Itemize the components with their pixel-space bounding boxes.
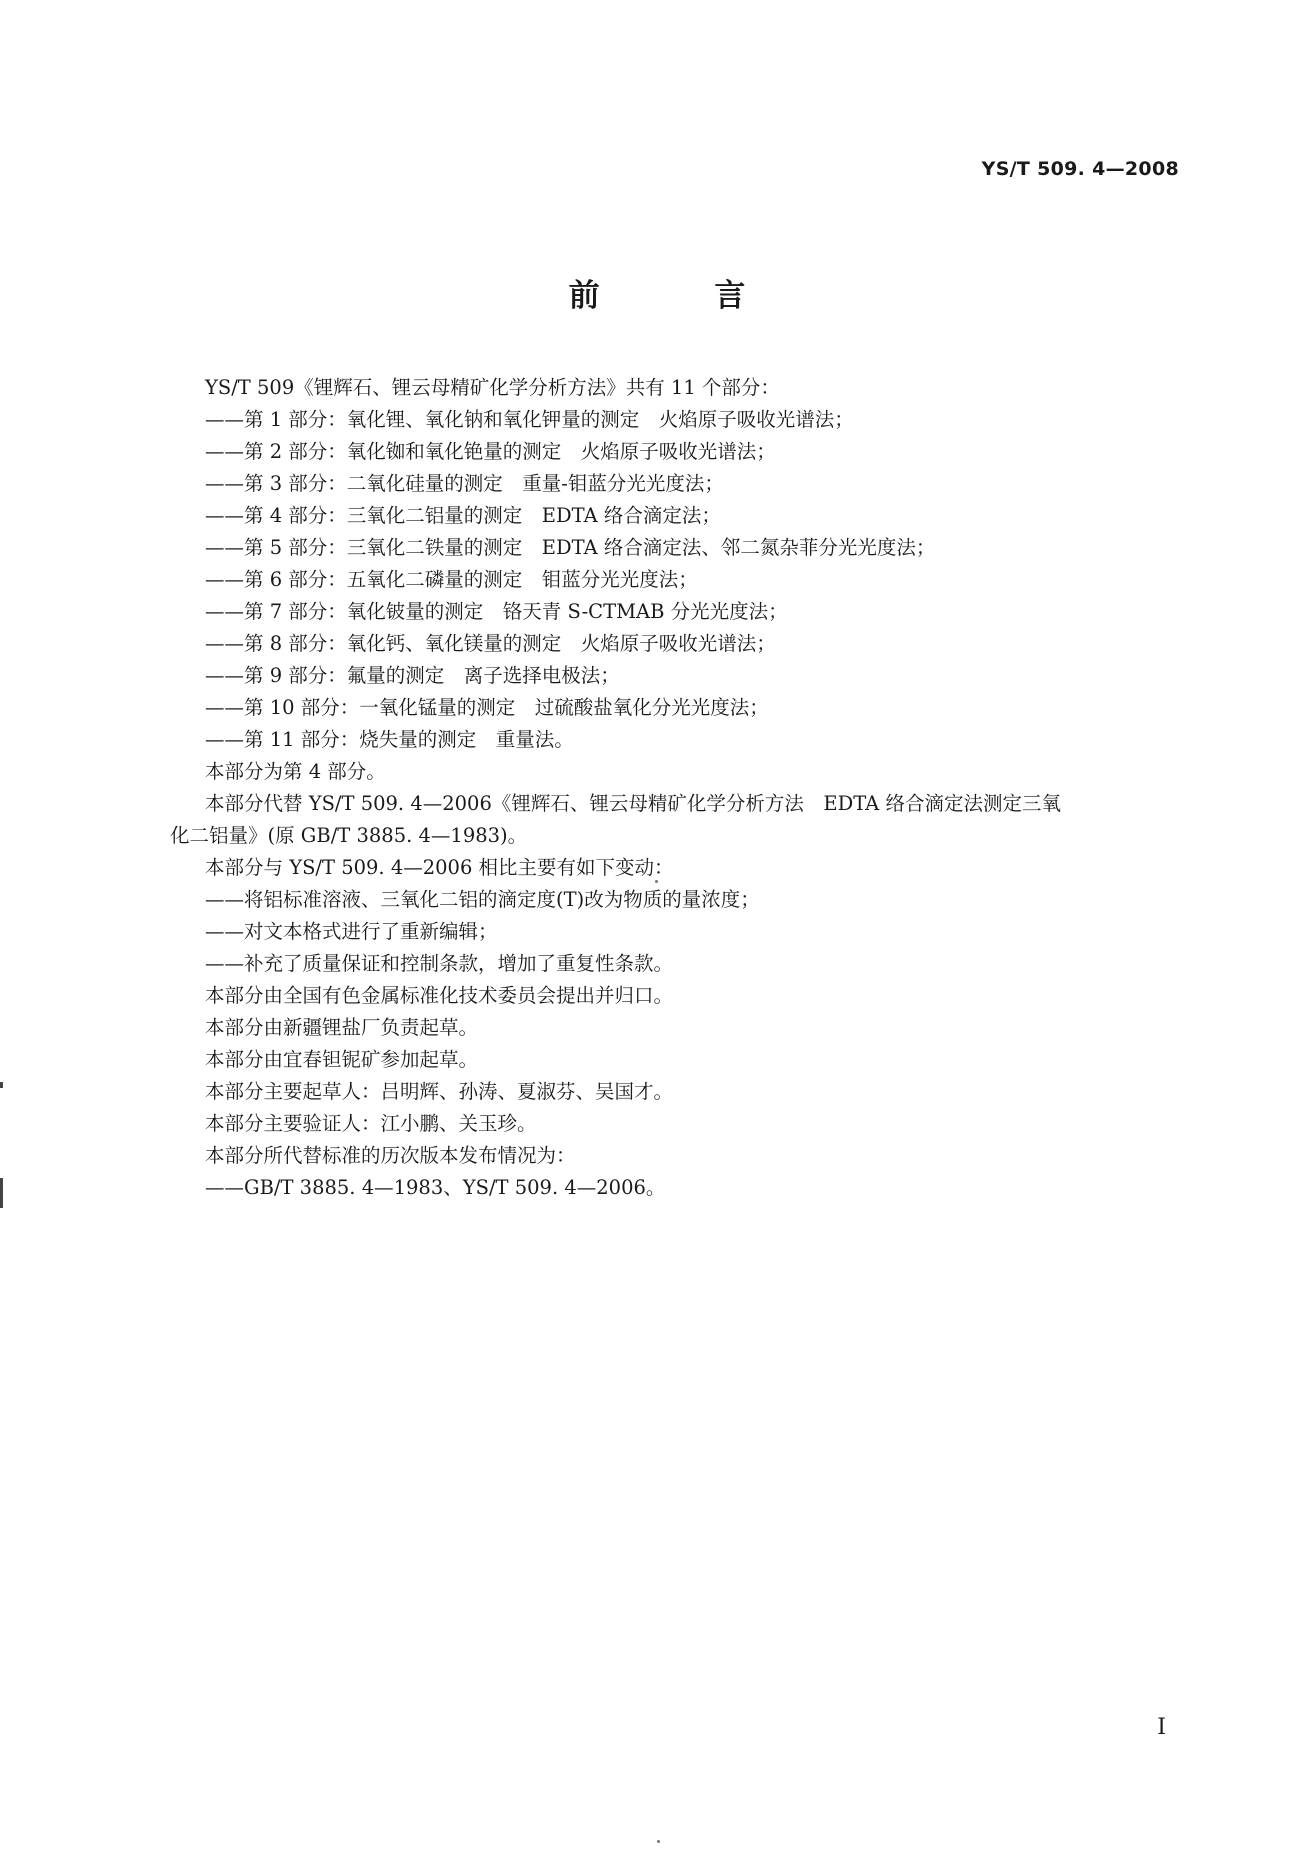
list-item-part-6: ——第 6 部分：五氧化二磷量的测定 钼蓝分光光度法； — [205, 568, 698, 591]
page-title: 前 言 — [568, 278, 798, 314]
list-item-part-9: ——第 9 部分：氟量的测定 离子选择电极法； — [205, 664, 620, 687]
list-item-change-3: ——补充了质量保证和控制条款，增加了重复性条款。 — [205, 952, 674, 975]
list-item-part-2: ——第 2 部分：氧化铷和氧化铯量的测定 火焰原子吸收光谱法； — [205, 440, 776, 463]
paragraph-verifiers: 本部分主要验证人：江小鹏、关玉珍。 — [205, 1112, 537, 1135]
list-item-part-1: ——第 1 部分：氧化锂、氧化钠和氧化钾量的测定 火焰原子吸收光谱法； — [205, 408, 854, 431]
list-item-change-2: ——对文本格式进行了重新编辑； — [205, 920, 498, 943]
paragraph-changes: 本部分与 YS/T 509. 4—2006 相比主要有如下变动： — [205, 856, 674, 879]
standard-code: YS/T 509. 4—2008 — [981, 158, 1179, 180]
list-item-part-10: ——第 10 部分：一氧化锰量的测定 过硫酸盐氧化分光光度法； — [205, 696, 769, 719]
paragraph-participant: 本部分由宜春钽铌矿参加起草。 — [205, 1048, 479, 1071]
scan-speck — [655, 880, 658, 883]
list-item-change-1: ——将铝标准溶液、三氧化二铝的滴定度(T)改为物质的量浓度； — [205, 888, 760, 911]
list-item-part-8: ——第 8 部分：氧化钙、氧化镁量的测定 火焰原子吸收光谱法； — [205, 632, 776, 655]
paragraph-drafter: 本部分由新疆锂盐厂负责起草。 — [205, 1016, 479, 1039]
list-item-part-5: ——第 5 部分：三氧化二铁量的测定 EDTA 络合滴定法、邻二氮杂菲分光光度法； — [205, 536, 936, 559]
list-item-history-1: ——GB/T 3885. 4—1983、YS/T 509. 4—2006。 — [205, 1176, 666, 1199]
scan-speck — [657, 1840, 660, 1843]
paragraph-this-part: 本部分为第 4 部分。 — [205, 760, 386, 783]
paragraph-main-drafters: 本部分主要起草人：吕明辉、孙涛、夏淑芬、吴国才。 — [205, 1080, 674, 1103]
paragraph-history: 本部分所代替标准的历次版本发布情况为： — [205, 1144, 576, 1167]
paragraph-proposer: 本部分由全国有色金属标准化技术委员会提出并归口。 — [205, 984, 674, 1007]
page-number: I — [1157, 1715, 1166, 1740]
paragraph-replaces-line-1: 本部分代替 YS/T 509. 4—2006《锂辉石、锂云母精矿化学分析方法 EDTA 络合滴定法测定三氧 — [205, 792, 1061, 815]
paragraph-replaces-line-2: 化二铝量》(原 GB/T 3885. 4—1983)。 — [170, 824, 528, 847]
list-item-part-3: ——第 3 部分：二氧化硅量的测定 重量-钼蓝分光光度法； — [205, 472, 724, 495]
scan-margin-mark — [0, 1178, 3, 1208]
list-item-part-7: ——第 7 部分：氧化铍量的测定 铬天青 S-CTMAB 分光光度法； — [205, 600, 788, 623]
scan-margin-mark — [0, 1082, 3, 1088]
list-item-part-4: ——第 4 部分：三氧化二铝量的测定 EDTA 络合滴定法； — [205, 504, 721, 527]
list-item-part-11: ——第 11 部分：烧失量的测定 重量法。 — [205, 728, 574, 751]
paragraph-intro: YS/T 509《锂辉石、锂云母精矿化学分析方法》共有 11 个部分： — [205, 376, 780, 399]
